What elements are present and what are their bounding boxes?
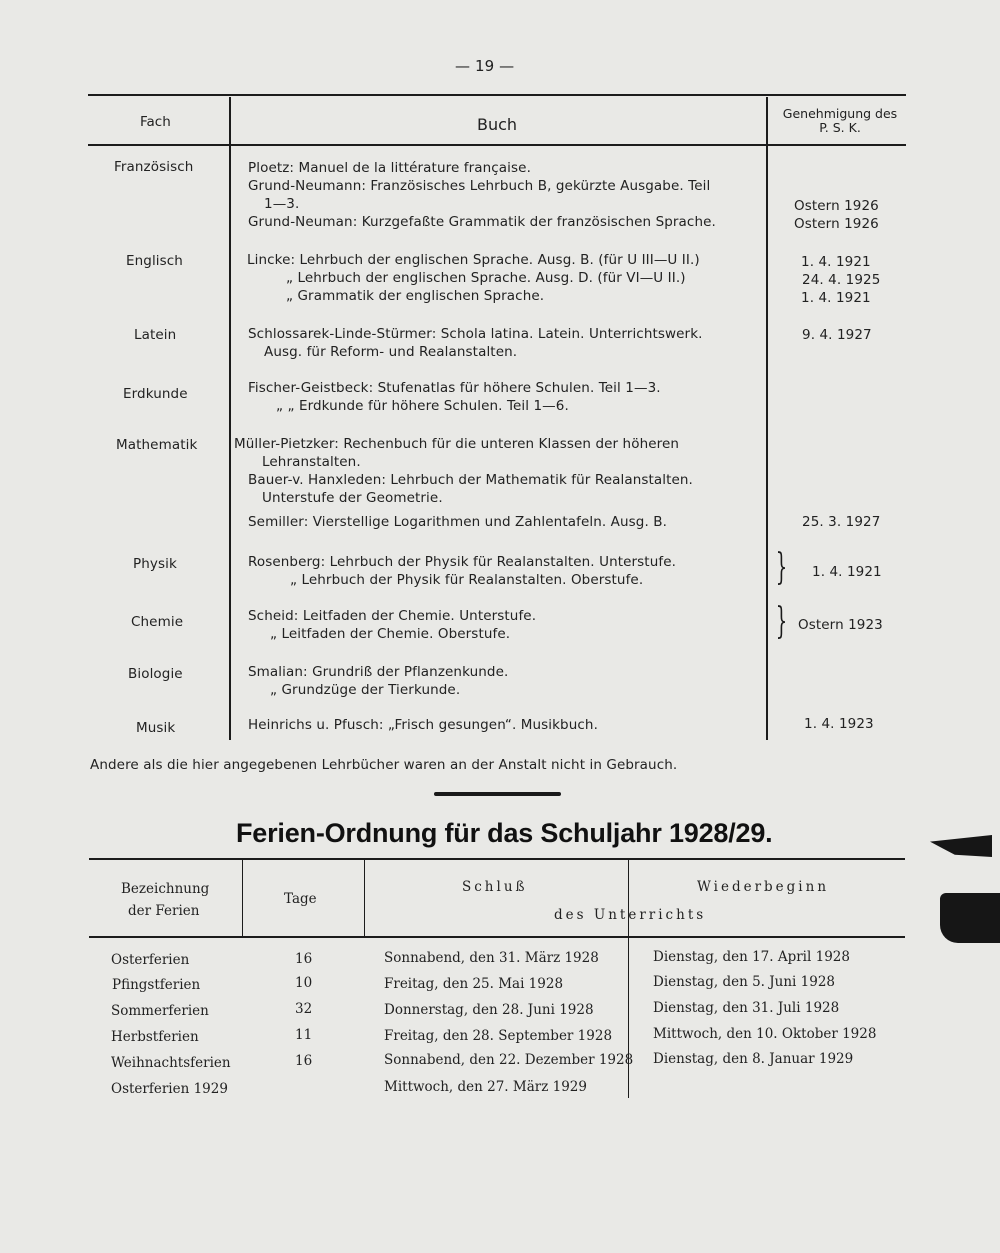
approval-date: Ostern 1926 [794,198,879,214]
scan-blot [940,893,1000,943]
holiday-restart: Mittwoch, den 10. Oktober 1928 [653,1026,877,1042]
holiday-end: Freitag, den 28. September 1928 [384,1028,613,1044]
holiday-end: Mittwoch, den 27. März 1929 [384,1079,587,1095]
approval-date: 25. 3. 1927 [802,514,881,530]
header-approval: Genehmigung des P. S. K. [782,106,898,135]
book-line: Schlossarek-Linde-Stürmer: Schola latina. Latein. Unterrichtswerk. [248,326,703,342]
book-line: Smalian: Grundriß der Pflanzenkunde. [248,664,509,680]
ornament-rule [434,792,561,796]
header-common: des Unterrichts [554,907,707,923]
holiday-name: Osterferien 1929 [111,1081,228,1097]
header-days: Tage [284,891,317,907]
book-line: Heinrichs u. Pfusch: „Frisch gesungen“. Musikbuch. [248,717,598,733]
book-line: Ausg. für Reform- und Realanstalten. [264,344,518,360]
holiday-restart: Dienstag, den 17. April 1928 [653,949,850,965]
book-line: Fischer-Geistbeck: Stufenatlas für höhere Schulen. Teil 1—3. [248,380,661,396]
holiday-end: Sonnabend, den 31. März 1928 [384,950,599,966]
column-divider [242,860,243,937]
subject-label: Physik [133,556,177,572]
approval-date: Ostern 1923 [798,617,883,633]
header-end: Schluß [462,879,528,895]
holiday-name: Osterferien [111,952,190,968]
book-line: „ Grundzüge der Tierkunde. [270,682,461,698]
header-rule [88,144,906,146]
book-line: Lincke: Lehrbuch der englischen Sprache. Ausg. B. (für U III—U II.) [247,252,700,268]
book-line: Grund-Neumann: Französisches Lehrbuch B, gekürzte Ausgabe. Teil [248,178,711,194]
book-line: Semiller: Vierstellige Logarithmen und Zahlentafeln. Ausg. B. [248,514,667,530]
book-line: Unterstufe der Geometrie. [262,490,443,506]
subject-label: Musik [136,720,176,736]
book-line: Ploetz: Manuel de la littérature française. [248,160,531,176]
approval-date: 9. 4. 1927 [802,327,872,343]
subject-label: Biologie [128,666,183,682]
holiday-days: 16 [295,1053,313,1069]
table-top-rule [89,858,905,860]
book-line: „ Grammatik der englischen Sprache. [286,288,545,304]
approval-date: 1. 4. 1921 [812,564,882,580]
approval-date: 24. 4. 1925 [802,272,881,288]
approval-date: 1. 4. 1921 [801,290,871,306]
subject-label: Englisch [126,253,183,269]
holiday-restart: Dienstag, den 8. Januar 1929 [653,1051,854,1067]
header-rule [89,936,905,938]
book-line: Lehranstalten. [262,454,361,470]
holiday-name: Sommerferien [111,1003,209,1019]
book-line: „ Lehrbuch der Physik für Realanstalten. Oberstufe. [290,572,644,588]
subject-label: Französisch [114,159,194,175]
approval-date: Ostern 1926 [794,216,879,232]
holiday-end: Donnerstag, den 28. Juni 1928 [384,1002,594,1018]
header-book: Buch [477,115,518,134]
header-restart: Wiederbeginn [697,879,830,895]
header-name: Bezeichnung [121,881,210,897]
subject-label: Mathematik [116,437,198,453]
book-line: „ Lehrbuch der englischen Sprache. Ausg. D. (für VI—U II.) [286,270,686,286]
holiday-days: 11 [295,1027,313,1043]
brace-glyph: } [775,547,788,588]
book-line: 1—3. [264,196,300,212]
header-subject: Fach [140,114,171,130]
subject-label: Chemie [131,614,184,630]
column-divider [364,860,365,937]
book-line: „ Leitfaden der Chemie. Oberstufe. [270,626,511,642]
footnote: Andere als die hier angegebenen Lehrbücher waren an der Anstalt nicht in Gebrauch. [90,757,678,773]
book-line: Bauer-v. Hanxleden: Lehrbuch der Mathematik für Realanstalten. [248,472,693,488]
book-line: Müller-Pietzker: Rechenbuch für die unteren Klassen der höheren [234,436,680,452]
header-name: der Ferien [128,903,200,919]
holiday-end: Freitag, den 25. Mai 1928 [384,976,564,992]
book-line: „ „ Erdkunde für höhere Schulen. Teil 1—6. [276,398,569,414]
page-number: — 19 — [455,57,515,75]
holiday-restart: Dienstag, den 31. Juli 1928 [653,1000,840,1016]
column-divider [229,97,231,740]
approval-date: 1. 4. 1921 [801,254,871,270]
holiday-name: Herbstferien [111,1029,199,1045]
book-line: Scheid: Leitfaden der Chemie. Unterstufe. [248,608,537,624]
subject-label: Erdkunde [123,386,188,402]
holiday-days: 32 [295,1001,313,1017]
holiday-name: Weihnachtsferien [111,1055,231,1071]
holiday-restart: Dienstag, den 5. Juni 1928 [653,974,836,990]
brace-glyph: } [775,601,788,642]
book-line: Grund-Neuman: Kurzgefaßte Grammatik der französischen Sprache. [248,214,716,230]
holiday-end: Sonnabend, den 22. Dezember 1928 [384,1052,634,1068]
holiday-title: Ferien-Ordnung für das Schuljahr 1928/29. [236,818,773,848]
holiday-name: Pfingstferien [112,977,201,993]
subject-label: Latein [134,327,177,343]
scan-blot [930,835,992,857]
approval-date: 1. 4. 1923 [804,716,874,732]
holiday-days: 16 [295,951,313,967]
column-divider [766,97,768,740]
holiday-days: 10 [295,975,313,991]
book-line: Rosenberg: Lehrbuch der Physik für Realanstalten. Unterstufe. [248,554,677,570]
table-top-rule [88,94,906,96]
